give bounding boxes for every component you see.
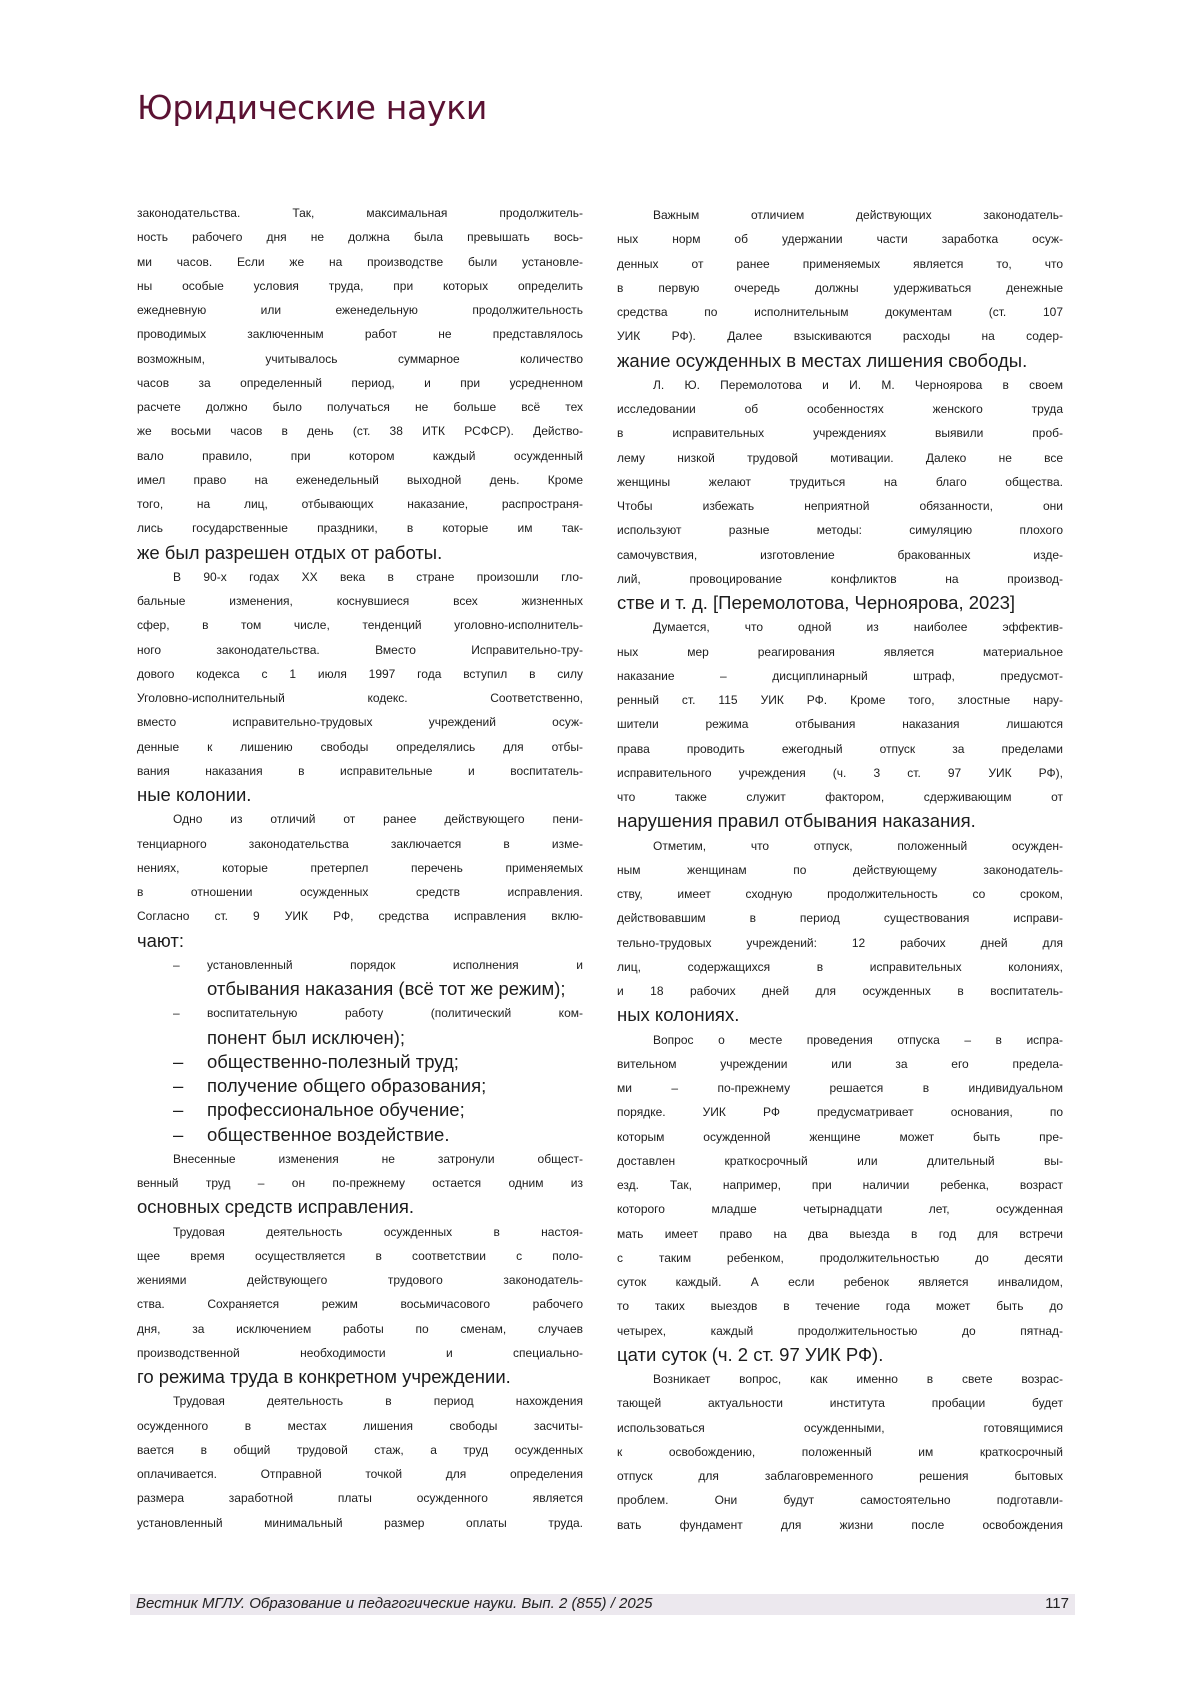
list-item-line bbox=[137, 1074, 583, 1098]
list-dash-marker: – bbox=[173, 953, 180, 977]
line-text: вместо исправительно-трудовых учреждений осуж- bbox=[137, 715, 583, 729]
text-line bbox=[137, 492, 583, 516]
text-line bbox=[617, 1173, 1063, 1197]
text-line bbox=[617, 1052, 1063, 1076]
text-line bbox=[137, 1438, 583, 1462]
text-line bbox=[617, 252, 1063, 276]
text-line bbox=[617, 1464, 1063, 1488]
line-text: ми – по-прежнему решается в индивидуальном bbox=[617, 1081, 1063, 1095]
text-line bbox=[137, 662, 583, 686]
text-line bbox=[617, 1246, 1063, 1270]
line-text: Уголовно-исполнительный кодекс. Соответственно, bbox=[137, 691, 583, 705]
line-text: часов за определенный период, и при усредненном bbox=[137, 376, 583, 390]
line-text: порядке. УИК РФ предусматривает основания, по bbox=[617, 1105, 1063, 1119]
text-line bbox=[617, 276, 1063, 300]
line-text: Думается, что одной из наиболее эффектив- bbox=[653, 620, 1063, 634]
text-line bbox=[617, 1149, 1063, 1173]
line-text: суток каждый. А если ребенок является инвалидом, bbox=[617, 1275, 1063, 1289]
line-text: ные колонии. bbox=[137, 784, 251, 805]
list-item-line bbox=[137, 1123, 583, 1147]
line-text: ству, имеет сходную продолжительность со сроком, bbox=[617, 887, 1063, 901]
line-text: ми часов. Если же на производстве были установле- bbox=[137, 255, 583, 269]
list-dash-marker: – bbox=[173, 1123, 183, 1147]
text-line bbox=[137, 1511, 583, 1535]
line-text: ежедневную или еженедельную продолжительность bbox=[137, 303, 583, 317]
line-text: цати суток (ч. 2 ст. 97 УИК РФ). bbox=[617, 1344, 883, 1365]
line-text: расчете должно было получаться не больше всё тех bbox=[137, 400, 583, 414]
line-text: отбывания наказания (всё тот же режим); bbox=[207, 978, 566, 999]
text-line bbox=[617, 858, 1063, 882]
text-line bbox=[137, 1389, 583, 1413]
list-dash-marker: – bbox=[173, 1001, 180, 1025]
text-line bbox=[137, 880, 583, 904]
line-text: производственной необходимости и специально- bbox=[137, 1346, 583, 1360]
line-text: венный труд – он по-прежнему остается одним из bbox=[137, 1176, 583, 1190]
line-text: жание осужденных в местах лишения свободы. bbox=[617, 350, 1027, 371]
text-line bbox=[617, 300, 1063, 324]
line-text: Л. Ю. Перемолотова и И. М. Черноярова в своем bbox=[653, 378, 1063, 392]
line-text: наказание – дисциплинарный штраф, предусмот- bbox=[617, 669, 1063, 683]
section-title: Юридические науки bbox=[137, 88, 487, 127]
line-text: УИК РФ). Далее взыскиваются расходы на содер- bbox=[617, 329, 1063, 343]
line-text: размера заработной платы осужденного является bbox=[137, 1491, 583, 1505]
line-text: исследовании об особенностях женского труда bbox=[617, 402, 1063, 416]
text-line bbox=[137, 347, 583, 371]
line-text: го режима труда в конкретном учреждении. bbox=[137, 1366, 511, 1387]
text-line bbox=[617, 979, 1063, 1003]
text-line bbox=[617, 567, 1063, 591]
line-text: щее время осуществляется в соответствии с поло- bbox=[137, 1249, 583, 1263]
text-line bbox=[137, 613, 583, 637]
text-line bbox=[137, 371, 583, 395]
line-text: использоваться осужденными, готовящимися bbox=[617, 1421, 1063, 1435]
text-line bbox=[617, 227, 1063, 251]
text-line bbox=[617, 1197, 1063, 1221]
list-item-line bbox=[137, 1050, 583, 1074]
line-text: женщины желают трудиться на благо общества. bbox=[617, 475, 1063, 489]
line-text: понент был исключен); bbox=[207, 1027, 405, 1048]
line-text: в первую очередь должны удерживаться денежные bbox=[617, 281, 1063, 295]
text-line bbox=[137, 1171, 583, 1195]
line-text: ства. Сохраняется режим восьмичасового рабочего bbox=[137, 1297, 583, 1311]
text-line bbox=[137, 1244, 583, 1268]
text-line bbox=[617, 397, 1063, 421]
line-text: вительном учреждении или за его предела- bbox=[617, 1057, 1063, 1071]
line-text: нениях, которые претерпел перечень применяемых bbox=[137, 861, 583, 875]
line-text: Трудовая деятельность осужденных в настоя- bbox=[173, 1225, 583, 1239]
line-text: ных норм об удержании части заработка осуж- bbox=[617, 232, 1063, 246]
line-text: то таких выездов в течение года может быть до bbox=[617, 1299, 1063, 1313]
line-text: Важным отличием действующих законодатель- bbox=[653, 208, 1063, 222]
text-line bbox=[617, 324, 1063, 348]
line-text: вать фундамент для жизни после освобождения bbox=[617, 1518, 1063, 1532]
line-text: проводимых заключенным работ не представлялось bbox=[137, 327, 583, 341]
line-text: Внесенные изменения не затронули общест- bbox=[173, 1152, 583, 1166]
line-text: средства по исполнительным документам (ст. 107 bbox=[617, 305, 1063, 319]
text-line bbox=[617, 906, 1063, 930]
line-text: ренный ст. 115 УИК РФ. Кроме того, злостные нару- bbox=[617, 693, 1063, 707]
text-line bbox=[617, 1222, 1063, 1246]
line-text: ным женщинам по действующему законодатель- bbox=[617, 863, 1063, 877]
line-text: езд. Так, например, при наличии ребенка, возраст bbox=[617, 1178, 1063, 1192]
text-line bbox=[617, 712, 1063, 736]
text-line bbox=[137, 589, 583, 613]
line-text: установленный порядок исполнения и bbox=[207, 958, 583, 972]
text-line bbox=[137, 929, 583, 953]
line-text: Одно из отличий от ранее действующего пени- bbox=[173, 812, 583, 826]
text-line bbox=[137, 1195, 583, 1219]
text-line bbox=[137, 783, 583, 807]
text-line bbox=[137, 1026, 583, 1050]
line-text: ность рабочего дня не должна была превышать вось- bbox=[137, 230, 583, 244]
text-line bbox=[617, 470, 1063, 494]
line-text: воспитательную работу (политический ком- bbox=[207, 1006, 583, 1020]
line-text: и 18 рабочих дней для осужденных в воспитатель- bbox=[617, 984, 1063, 998]
text-line bbox=[137, 735, 583, 759]
text-line bbox=[137, 225, 583, 249]
text-column-left bbox=[137, 201, 583, 1535]
line-text: лий, провоцирование конфликтов на производ- bbox=[617, 572, 1063, 586]
line-text: права проводить ежегодный отпуск за пределами bbox=[617, 742, 1063, 756]
line-text: получение общего образования; bbox=[207, 1075, 486, 1096]
text-line bbox=[137, 298, 583, 322]
line-text: же восьми часов в день (ст. 38 ИТК РСФСР). Действо- bbox=[137, 424, 583, 438]
line-text: исправительного учреждения (ч. 3 ст. 97 УИК РФ), bbox=[617, 766, 1063, 780]
line-text: лиц, содержащихся в исправительных колониях, bbox=[617, 960, 1063, 974]
text-line bbox=[137, 565, 583, 589]
text-line bbox=[137, 856, 583, 880]
text-line bbox=[137, 468, 583, 492]
line-text: действовавшим в период существования исправи- bbox=[617, 911, 1063, 925]
text-line bbox=[617, 373, 1063, 397]
text-line bbox=[617, 761, 1063, 785]
text-line bbox=[137, 904, 583, 928]
line-text: профессиональное обучение; bbox=[207, 1099, 465, 1120]
list-item-line bbox=[137, 953, 583, 977]
text-line bbox=[137, 638, 583, 662]
text-line bbox=[137, 759, 583, 783]
line-text: денные к лишению свободы определялись для отбы- bbox=[137, 740, 583, 754]
text-line bbox=[137, 322, 583, 346]
text-line bbox=[617, 785, 1063, 809]
page-footer bbox=[130, 1594, 1075, 1615]
line-text: Возникает вопрос, как именно в свете возрас- bbox=[653, 1372, 1063, 1386]
text-line bbox=[617, 1100, 1063, 1124]
line-text: вается в общий трудовой стаж, а труд осужденных bbox=[137, 1443, 583, 1457]
line-text: доставлен краткосрочный или длительный вы- bbox=[617, 1154, 1063, 1168]
line-text: ных мер реагирования является материальное bbox=[617, 645, 1063, 659]
line-text: лему низкой трудовой мотивации. Далеко не все bbox=[617, 451, 1063, 465]
text-line bbox=[137, 1365, 583, 1389]
line-text: которым осужденной женщине может быть пре- bbox=[617, 1130, 1063, 1144]
line-text: установленный минимальный размер оплаты труда. bbox=[137, 1516, 583, 1530]
text-line bbox=[617, 955, 1063, 979]
text-column-right bbox=[617, 203, 1063, 1537]
text-line bbox=[137, 1292, 583, 1316]
line-text: того, на лиц, отбывающих наказание, распространя- bbox=[137, 497, 583, 511]
line-text: к освобождению, положенный им краткосрочный bbox=[617, 1445, 1063, 1459]
text-line bbox=[617, 591, 1063, 615]
line-text: осужденного в местах лишения свободы засчиты- bbox=[137, 1419, 583, 1433]
list-item-line bbox=[137, 1098, 583, 1122]
text-line bbox=[617, 1513, 1063, 1537]
text-line bbox=[137, 201, 583, 225]
text-line bbox=[137, 1317, 583, 1341]
line-text: что также служит фактором, сдерживающим от bbox=[617, 790, 1063, 804]
text-line bbox=[137, 419, 583, 443]
line-text: Отметим, что отпуск, положенный осужден- bbox=[653, 839, 1063, 853]
text-line bbox=[617, 1125, 1063, 1149]
text-line bbox=[137, 1220, 583, 1244]
text-line bbox=[617, 1319, 1063, 1343]
line-text: ных колониях. bbox=[617, 1004, 739, 1025]
text-line bbox=[137, 1268, 583, 1292]
text-line bbox=[617, 1367, 1063, 1391]
text-line bbox=[617, 615, 1063, 639]
line-text: в исправительных учреждениях выявили проб- bbox=[617, 426, 1063, 440]
text-line bbox=[617, 688, 1063, 712]
text-line bbox=[617, 446, 1063, 470]
text-line bbox=[137, 832, 583, 856]
text-line bbox=[617, 349, 1063, 373]
line-text: вания наказания в исправительные и воспитатель- bbox=[137, 764, 583, 778]
text-line bbox=[137, 250, 583, 274]
line-text: стве и т. д. [Перемолотова, Черноярова, 2023] bbox=[617, 592, 1015, 613]
text-line bbox=[137, 516, 583, 540]
text-line bbox=[617, 1028, 1063, 1052]
line-text: дня, за исключением работы по сменам, случаев bbox=[137, 1322, 583, 1336]
line-text: которого младше четырнадцати лет, осужденная bbox=[617, 1202, 1063, 1216]
text-line bbox=[137, 977, 583, 1001]
text-line bbox=[137, 444, 583, 468]
line-text: общественное воздействие. bbox=[207, 1124, 449, 1145]
line-text: тающей актуальности института пробации будет bbox=[617, 1396, 1063, 1410]
line-text: В 90-х годах XX века в стране произошли гло- bbox=[173, 570, 583, 584]
text-line bbox=[137, 1341, 583, 1365]
line-text: ны особые условия труда, при которых определить bbox=[137, 279, 583, 293]
text-line bbox=[617, 1440, 1063, 1464]
line-text: жениями действующего трудового законодатель- bbox=[137, 1273, 583, 1287]
text-line bbox=[617, 737, 1063, 761]
line-text: Трудовая деятельность в период нахождения bbox=[173, 1394, 583, 1408]
text-line bbox=[137, 710, 583, 734]
list-dash-marker: – bbox=[173, 1074, 183, 1098]
line-text: Согласно ст. 9 УИК РФ, средства исправления вклю- bbox=[137, 909, 583, 923]
line-text: денных от ранее применяемых является то, что bbox=[617, 257, 1063, 271]
text-line bbox=[137, 1414, 583, 1438]
text-line bbox=[617, 1416, 1063, 1440]
line-text: имел право на еженедельный выходной день. Кроме bbox=[137, 473, 583, 487]
line-text: самочувствия, изготовление бракованных изде- bbox=[617, 548, 1063, 562]
line-text: чают: bbox=[137, 930, 184, 951]
line-text: Вопрос о месте проведения отпуска – в испра- bbox=[653, 1033, 1063, 1047]
page-number: 117 bbox=[1045, 1595, 1069, 1612]
text-line bbox=[617, 421, 1063, 445]
text-line bbox=[617, 543, 1063, 567]
line-text: мать имеет право на два выезда в год для встречи bbox=[617, 1227, 1063, 1241]
text-line bbox=[137, 395, 583, 419]
text-line bbox=[617, 494, 1063, 518]
text-line bbox=[617, 834, 1063, 858]
text-line bbox=[617, 931, 1063, 955]
line-text: лись государственные праздники, в которые им так- bbox=[137, 521, 583, 535]
line-text: тельно-трудовых учреждений: 12 рабочих дней для bbox=[617, 936, 1063, 950]
text-line bbox=[617, 640, 1063, 664]
text-line bbox=[137, 1486, 583, 1510]
line-text: шители режима отбывания наказания лишаются bbox=[617, 717, 1063, 731]
line-text: вало правило, при котором каждый осужденный bbox=[137, 449, 583, 463]
list-dash-marker: – bbox=[173, 1050, 183, 1074]
line-text: бальные изменения, коснувшиеся всех жизненных bbox=[137, 594, 583, 608]
text-line bbox=[617, 1343, 1063, 1367]
line-text: оплачивается. Отправной точкой для определения bbox=[137, 1467, 583, 1481]
line-text: отпуск для заблаговременного решения бытовых bbox=[617, 1469, 1063, 1483]
text-line bbox=[617, 518, 1063, 542]
line-text: тенциарного законодательства заключается в изме- bbox=[137, 837, 583, 851]
journal-citation: Вестник МГЛУ. Образование и педагогические науки. Вып. 2 (855) / 2025 bbox=[136, 1595, 652, 1612]
text-line bbox=[617, 809, 1063, 833]
line-text: общественно-полезный труд; bbox=[207, 1051, 459, 1072]
line-text: с таким ребенком, продолжительностью до десяти bbox=[617, 1251, 1063, 1265]
text-line bbox=[137, 541, 583, 565]
text-line bbox=[617, 1270, 1063, 1294]
line-text: же был разрешен отдых от работы. bbox=[137, 542, 442, 563]
text-line bbox=[137, 1147, 583, 1171]
text-line bbox=[137, 1462, 583, 1486]
line-text: основных средств исправления. bbox=[137, 1196, 414, 1217]
text-line bbox=[617, 1294, 1063, 1318]
line-text: дового кодекса с 1 июля 1997 года вступил в силу bbox=[137, 667, 583, 681]
list-dash-marker: – bbox=[173, 1098, 183, 1122]
text-line bbox=[137, 686, 583, 710]
line-text: ного законодательства. Вместо Исправительно-тру- bbox=[137, 643, 583, 657]
list-item-line bbox=[137, 1001, 583, 1025]
text-line bbox=[137, 807, 583, 831]
line-text: нарушения правил отбывания наказания. bbox=[617, 810, 976, 831]
text-line bbox=[137, 274, 583, 298]
line-text: Чтобы избежать неприятной обязанности, они bbox=[617, 499, 1063, 513]
text-line bbox=[617, 1391, 1063, 1415]
line-text: в отношении осужденных средств исправления. bbox=[137, 885, 583, 899]
line-text: проблем. Они будут самостоятельно подготавли- bbox=[617, 1493, 1063, 1507]
text-line bbox=[617, 1076, 1063, 1100]
line-text: используют разные методы: симуляцию плохого bbox=[617, 523, 1063, 537]
text-line bbox=[617, 1003, 1063, 1027]
text-line bbox=[617, 203, 1063, 227]
text-line bbox=[617, 882, 1063, 906]
line-text: четырех, каждый продолжительностью до пятнад- bbox=[617, 1324, 1063, 1338]
line-text: сфер, в том числе, тенденций уголовно-исполнитель- bbox=[137, 618, 583, 632]
text-line bbox=[617, 664, 1063, 688]
line-text: возможным, учитывалось суммарное количество bbox=[137, 352, 583, 366]
text-line bbox=[617, 1488, 1063, 1512]
line-text: законодательства. Так, максимальная продолжитель- bbox=[137, 206, 583, 220]
